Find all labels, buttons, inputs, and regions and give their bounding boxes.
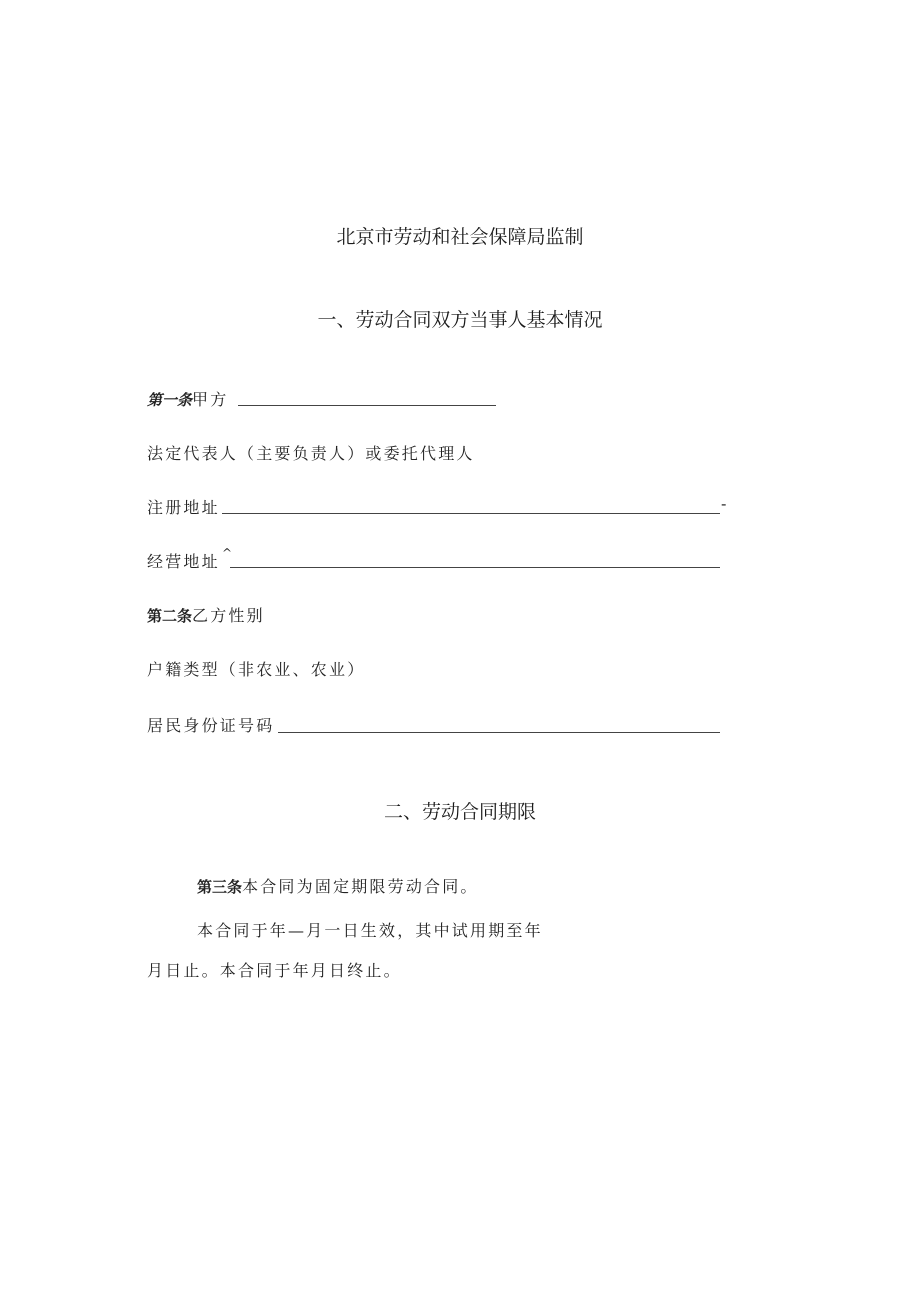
section2-title: 二、劳动合同期限 bbox=[383, 801, 536, 823]
party-a-blank bbox=[238, 405, 496, 406]
household-type-line: 户籍类型（非农业、农业） bbox=[147, 660, 366, 679]
id-number-blank bbox=[278, 732, 720, 733]
id-number-label: 居民身份证号码 bbox=[147, 716, 275, 735]
legal-rep-line: 法定代表人（主要负责人）或委托代理人 bbox=[147, 444, 475, 463]
article2-lead: 第二条 bbox=[147, 607, 193, 625]
supervisor-line: 北京市劳动和社会保障局监制 bbox=[336, 226, 584, 248]
article3-line bbox=[197, 874, 479, 897]
article3-text: 本合同为固定期限劳动合同。 bbox=[242, 877, 479, 896]
business-address-label: 经营地址 bbox=[147, 552, 220, 571]
article1-line bbox=[147, 387, 228, 410]
registered-address-mark: - bbox=[721, 494, 729, 513]
effective-line-1: 本合同于年—月一日生效，其中试用期至年 bbox=[197, 921, 543, 940]
article1-lead: 第一条 bbox=[147, 391, 193, 409]
registered-address-blank bbox=[222, 513, 720, 514]
article2-text: 乙方性别 bbox=[192, 606, 265, 625]
effective-line-2: 月日止。本合同于年月日终止。 bbox=[147, 961, 402, 980]
business-address-mark: ^ bbox=[222, 546, 235, 560]
article2-line bbox=[147, 603, 265, 626]
registered-address-label: 注册地址 bbox=[147, 498, 220, 517]
article3-lead: 第三条 bbox=[197, 878, 243, 896]
article1-text: 甲方 bbox=[192, 390, 229, 409]
business-address-blank bbox=[230, 567, 720, 568]
section1-title: 一、劳动合同双方当事人基本情况 bbox=[317, 309, 603, 331]
